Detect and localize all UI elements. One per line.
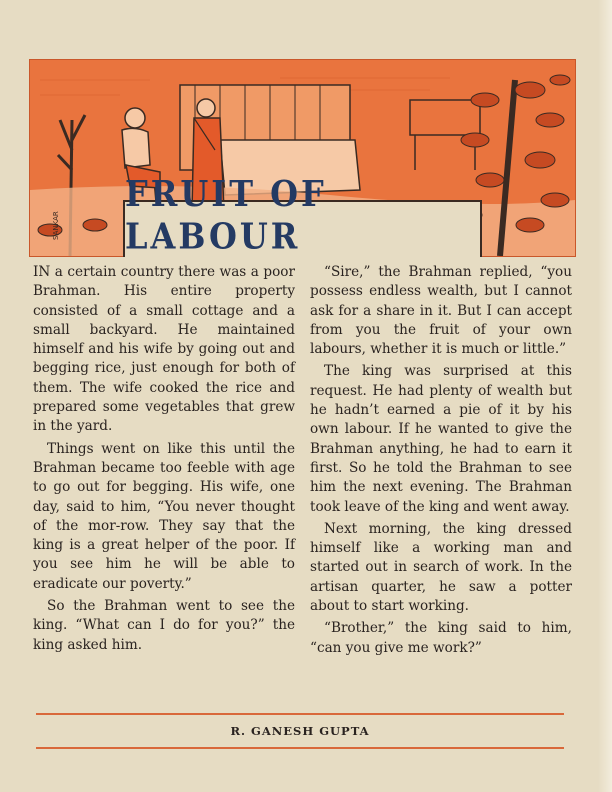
paragraph: So the Brahman went to see the king. “What can I do for you?” the king asked him. xyxy=(33,598,295,653)
footer-rule-bottom xyxy=(36,747,564,749)
paragraph: IN a certain country there was a poor Brahman. His entire property consisted of a small cottage and a small backyard. He maintained himself and his wife by going out and begging rice, just enough for both of them. The wife cooked the rice and prepared some vegetables that grew in the yard. xyxy=(33,264,295,435)
paragraph: Next morning, the king dressed himself like a working man and started out in search of work. In the artisan quarter, he saw a potter about to start working. xyxy=(310,520,572,615)
page-title: FRUIT OF LABOUR xyxy=(125,172,327,258)
paragraph: Things went on like this until the Brahman became too feeble with age to go out for begging. His wife, one day, said to him, “You never thought of the mor-row. They say that the king is a great helper of the poor. If you see him he will be able to eradicate our poverty.” xyxy=(33,440,295,592)
artist-signature: SANKAR xyxy=(52,211,60,240)
left-column xyxy=(33,263,295,658)
paragraph: The king was surprised at this request. He had plenty of wealth but he hadn’t earned a pie of it by his own labour. If he wanted to give the Brahman anything, he had to earn it first. So he told the Brahman to see him the next evening. The Brahman took leave of the king and went away. xyxy=(310,363,572,515)
footer-rule-top xyxy=(36,713,564,715)
paragraph: “Sire,” the Brahman replied, “you possess endless wealth, but I cannot ask for a share in it. But I can accept from you the fruit of your own labours, whether it is much or little.” xyxy=(310,264,572,358)
title-box xyxy=(123,172,482,258)
page-edge xyxy=(598,0,612,792)
right-column xyxy=(310,263,572,661)
author-credit: R. GANESH GUPTA xyxy=(230,724,370,738)
paragraph: “Brother,” the king said to him, “can you give me work?” xyxy=(310,620,572,656)
